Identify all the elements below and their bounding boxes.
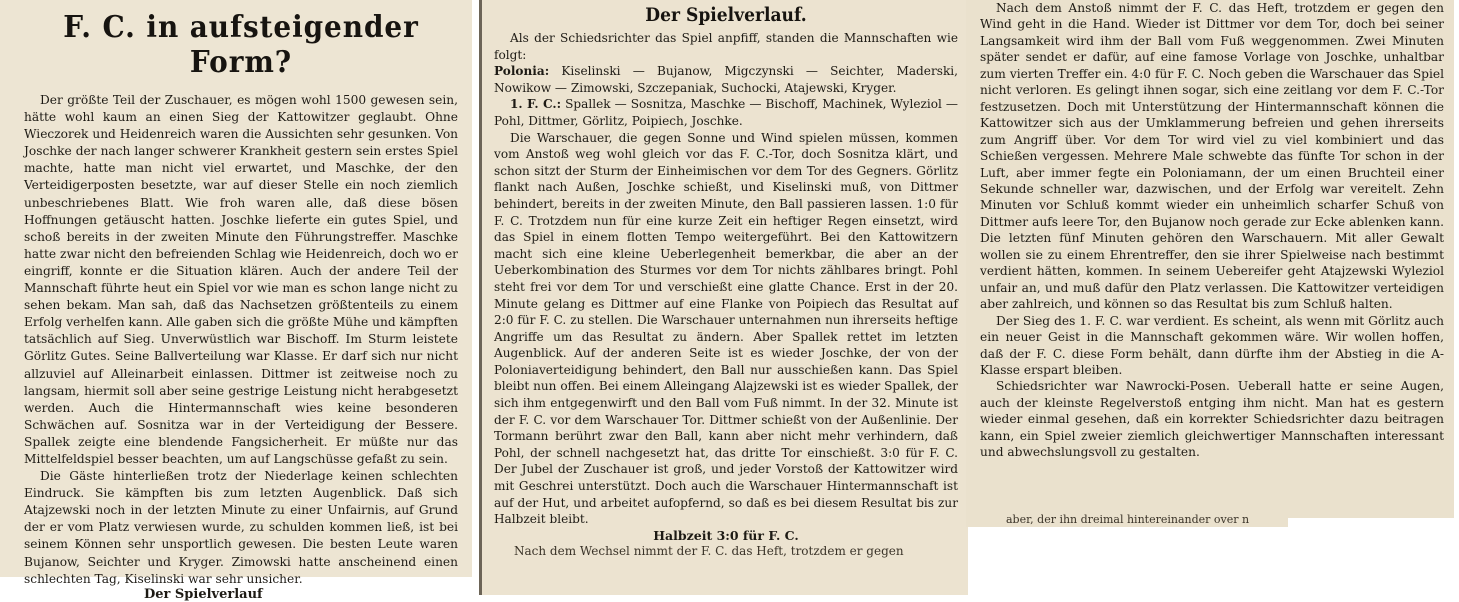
team-name: Polonia: bbox=[494, 64, 550, 79]
cut-off-line: aber, der ihn dreimal hintereinander over n bbox=[1006, 513, 1250, 526]
team-name: 1. F. C.: bbox=[510, 97, 562, 112]
clipping-right bbox=[966, 0, 1454, 518]
halftime-score: Halbzeit 3:0 für F. C. bbox=[653, 527, 799, 543]
intro-paragraph: Als der Schiedsrichter das Spiel anpfiff, standen die Mannschaften wie folgt: bbox=[494, 31, 958, 62]
clipping-left bbox=[0, 0, 472, 602]
clipping-right-tail bbox=[966, 513, 1288, 527]
cut-off-heading: Der Spielverlauf bbox=[144, 586, 263, 602]
team-players: Kiselinski — Bujanow, Migczynski — Seichter, Maderski, Nowikow — Zimowski, Szczepaniak, Suchocki, Atajewski, Kryger. bbox=[494, 64, 958, 95]
section-headline: Der Spielverlauf. bbox=[645, 4, 807, 26]
lineup-polonia bbox=[494, 63, 958, 96]
article-paragraph: Der größte Teil der Zuschauer, es mögen wohl 1500 gewesen sein, hätte wohl kaum an einen Sieg der Kattowitzer geglaubt. Ohne Wieczorek und Heidenreich waren die Aussichten sehr gesunken. Von Joschke der nach langer schwerer Krankheit gestern sein erstes Spiel machte, hatte man nicht viel erwartet, und Maschke, der den Verteidigerposten besetzte, war auf dieser Stelle ein noch ziemlich unbeschriebenes Blatt. Wie froh waren alle, daß diese bösen Hoffnungen getäuscht hatten. Joschke lieferte ein gutes Spiel, und schoß bereits in der zweiten Minute den Führungstreffer. Maschke hatte zwar nicht den befreienden Schlag wie Heidenreich, doch wo er eingriff, konnte er die Situation klären. Auch der andere Teil der Mannschaft führte heut ein Spiel vor wie man es schon lange nicht zu sehen bekam. Man sah, daß das Nachsetzen größtenteils zu einem Erfolg verhelfen kann. Alle gaben sich die größte Mühe und kämpften tatsächlich auf Sieg. Unverwüstlich war Bischoff. Im Sturm leistete Görlitz Gutes. Seine Ballverteilung war Klasse. Er darf sich nur nicht allzuviel auf Alleinarbeit einlassen. Dittmer ist zeitweise noch zu langsam, hiermit soll aber seine gestrige Leistung nicht herabgesetzt werden. Auch die Hintermannschaft wies keine besonderen Schwächen auf. Sosnitza war in der Verteidigung der Bessere. Spallek zeigte eine blendende Fangsicherheit. Er müßte nur das Mittelfeldspiel besser beachten, um auf Langschüsse gefaßt zu sein. bbox=[24, 93, 458, 466]
article-headline: F. C. in aufsteigender Form? bbox=[63, 10, 419, 80]
clipping-middle bbox=[482, 0, 968, 595]
conclusion-paragraph: Der Sieg des 1. F. C. war verdient. Es scheint, als wenn mit Görlitz auch ein neuer Geist in die Mannschaft gekommen wäre. Wir wollen hoffen, daß der F. C. diese Form behält, dann dürfte ihm der Abstieg in die A-Klasse erspart bleiben. bbox=[980, 313, 1444, 377]
match-report-paragraph: Nach dem Anstoß nimmt der F. C. das Heft, trotzdem er gegen den Wind geht in die Hand. Wieder ist Dittmer vor dem Tor, doch bei seiner Langsamkeit wird ihm der Ball vom Fuß weggenommen. Zwei Minuten später sendet er dafür, auf eine famose Vorlage von Joschke, unhaltbar zum vierten Treffer ein. 4:0 für F. C. Noch geben die Warschauer das Spiel nicht verloren. Es gelingt ihnen sogar, sich eine zeitlang vor dem F. C.-Tor festzusetzen. Doch mit Unterstützung der Hintermannschaft können die Kattowitzer sich aus der Umklammerung befreien und gehen ihrerseits zum Angriff über. Vor dem Tor wird viel zu viel kombiniert und das Schießen vergessen. Mehrere Male schwebte das fünfte Tor schon in der Luft, aber immer fegte ein Poloniamann, der um einen Bruchteil einer Sekunde schneller war, dazwischen, und der Erfolg war vereitelt. Zehn Minuten vor Schluß kommt wieder ein unheimlich scharfer Schuß von Dittmer aufs leere Tor, den Bujanow noch gerade zur Ecke ablenken kann. Die letzten fünf Minuten gehören den Warschauern. Mit aller Gewalt wollen sie zu einem Ehrentreffer, den sie ihrer Spielweise nach bestimmt verdient hätten, kommen. In seinem Uebereifer geht Atajzewski Wyleziol unfair an, und muß dafür den Platz verlassen. Die Kattowitzer verteidigen aber zahlreich, und können so das Resultat bis zum Schluß halten. bbox=[980, 1, 1444, 312]
cut-off-line: Nach dem Wechsel nimmt der F. C. das Heft, trotzdem er gegen bbox=[514, 543, 904, 558]
team-players: Spallek — Sosnitza, Maschke — Bischoff, Machinek, Wyleziol — Pohl, Dittmer, Görlitz, Poipiech, Joschke. bbox=[494, 97, 958, 128]
match-report-paragraph: Die Warschauer, die gegen Sonne und Wind spielen müssen, kommen vom Anstoß weg wohl gleich vor das F. C.-Tor, doch Sosnitza klärt, und schon sitzt der Sturm der Einheimischen vor dem Tor des Gegners. Görlitz flankt nach Außen, Joschke schießt, und Kiselinski muß, von Dittmer behindert, bereits in der zweiten Minute, den Ball passieren lassen. 1:0 für F. C. Trotzdem nun für eine kurze Zeit ein heftiger Regen einsetzt, wird das Spiel in einem flotten Tempo weitergeführt. Bei den Kattowitzern macht sich eine kleine Ueberlegenheit bemerkbar, die aber an der Ueberkombination des Sturmes vor dem Tor nichts zählbares bringt. Pohl steht frei vor dem Tor und verschießt eine glatte Chance. Erst in der 20. Minute gelang es Dittmer auf eine Flanke von Poipiech das Resultat auf 2:0 für F. C. zu stellen. Die Warschauer unternahmen nun ihrerseits heftige Angriffe um das Resultat zu ändern. Aber Spallek rettet im letzten Augenblick. Auf der anderen Seite ist es wieder Joschke, der von der Poloniaverteidigung behindert, den Ball nur ausschießen kann. Das Spiel bleibt nun offen. Bei einem Alleingang Alajzewski ist es wieder Spallek, der sich ihm entgegenwirft und den Ball vom Fuß nimmt. In der 32. Minute ist der F. C. vor dem Warschauer Tor. Dittmer schießt von der Außenlinie. Der Tormann berührt zwar den Ball, kann aber nicht mehr verhindern, daß Pohl, der schnell nachgesetzt hat, das dritte Tor einschießt. 3:0 für F. C. Der Jubel der Zuschauer ist groß, und jeder Vorstoß der Kattowitzer wird mit Geschrei unterstützt. Doch auch die Warschauer Hintermannschaft ist auf der Hut, und arbeitet aufopfernd, so daß es bei diesem Resultat bis zur Halbzeit bleibt. bbox=[494, 130, 958, 527]
article-paragraph: Die Gäste hinterließen trotz der Niederlage keinen schlechten Eindruck. Sie kämpften bis zum letzten Augenblick. Daß sich Atajzewski noch in der letzten Minute zu einer Unfairnis, auf Grund der er vom Platz verwiesen wurde, zu schulden kommen ließ, ist bei seinem Können sehr unsportlich gewesen. Die besten Leute waren Bujanow, Seichter und Kryger. Zimowski hatte anscheinend einen schlechten Tag, Kiselinski war sehr unsicher. bbox=[24, 469, 458, 586]
referee-paragraph: Schiedsrichter war Nawrocki-Posen. Ueberall hatte er seine Augen, auch der kleinste Regelverstoß entging ihm nicht. Man hat es gestern wieder einmal gesehen, daß ein korrekter Schiedsrichter dazu beitragen kann, ein Spiel zweier ziemlich gleichwertiger Mannschaften interessant und abwechslungsvoll zu gestalten. bbox=[980, 379, 1444, 460]
lineup-fc bbox=[494, 96, 958, 129]
